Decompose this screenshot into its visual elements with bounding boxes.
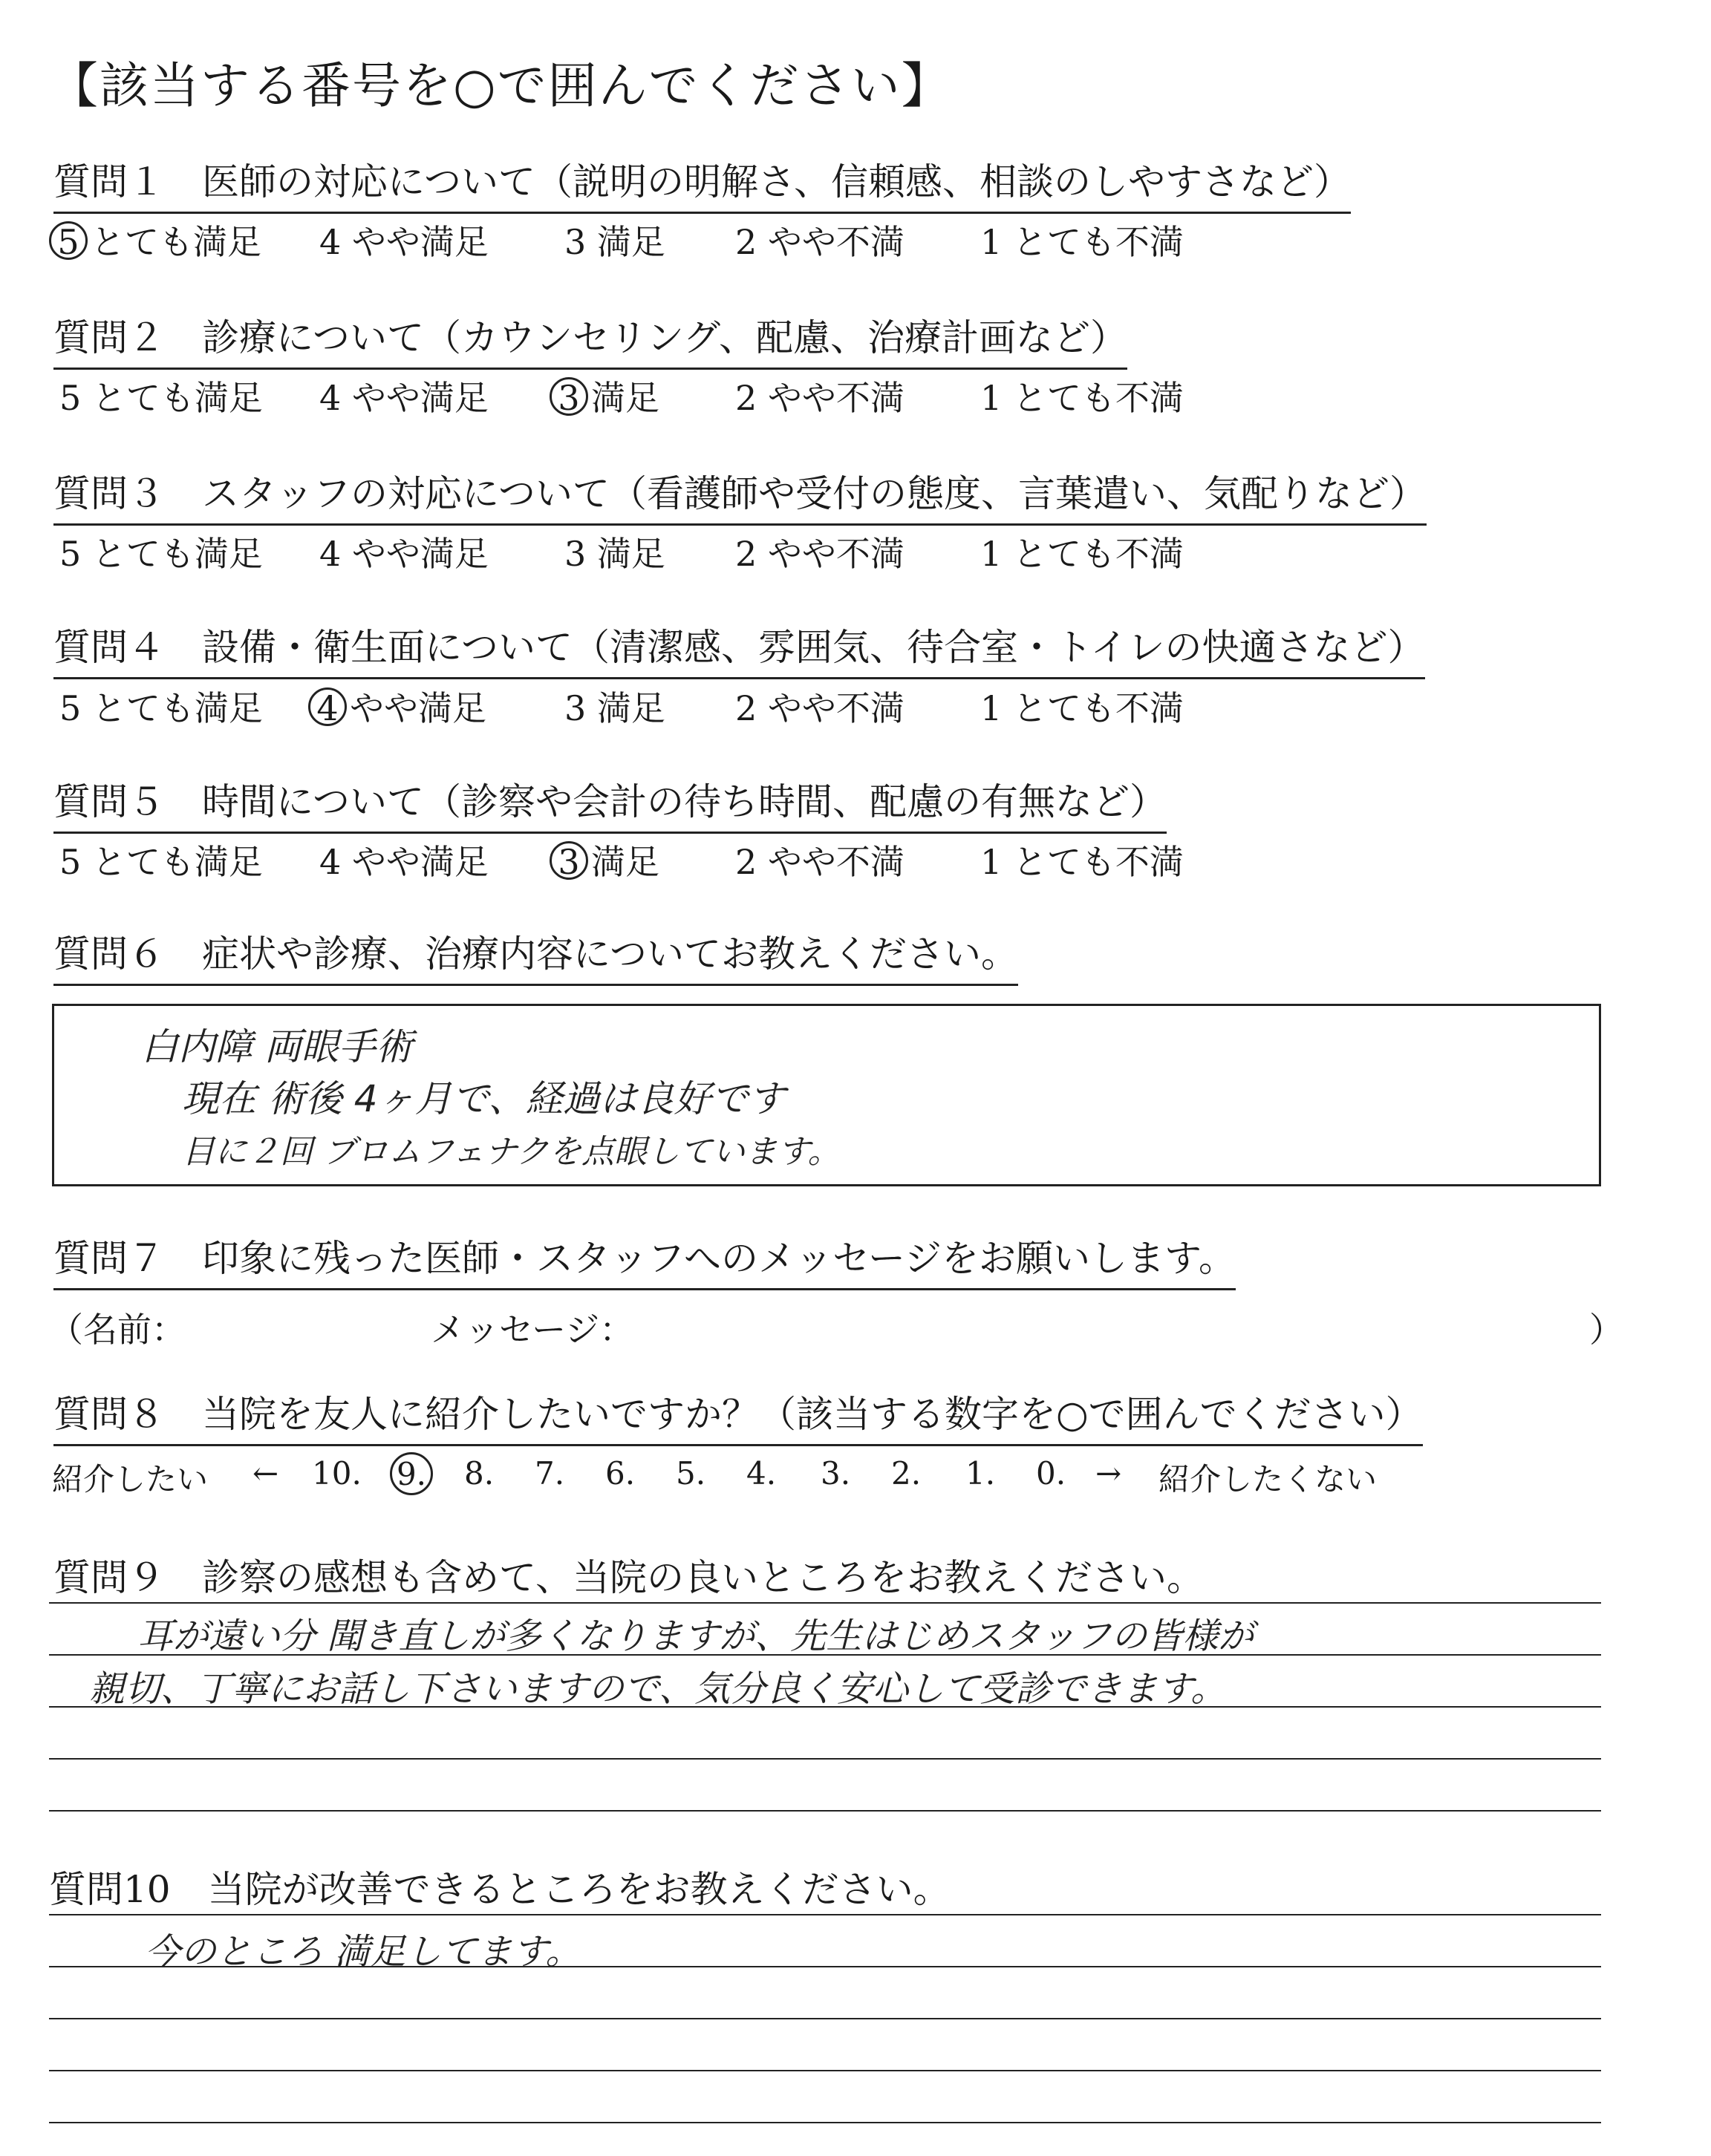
q3-option-4[interactable]: 4 やや満足 [319,534,489,574]
question-9-label: 質問９ 診察の感想も含めて、当院の良いところをお教えください。 [53,1556,1204,1599]
q1-option-5[interactable] [49,215,261,264]
q6-answer-line-3: 目に２回 ブロムフェナクを点眼しています。 [182,1133,841,1171]
q8-left-arrow: ← [252,1455,279,1492]
q4-option-1[interactable]: 1 とても不満 [980,688,1184,728]
q8-option-3[interactable]: 3. [821,1455,851,1492]
q4-option-5[interactable]: 5 とても満足 [59,688,263,728]
q5-option-1[interactable]: 1 とても不満 [980,842,1184,882]
q5-option-4[interactable]: 4 やや満足 [319,842,489,882]
selection-circle: 4 [308,687,347,726]
q7-close-paren: ） [1589,1310,1623,1350]
q5-option-3-text: 満足 [591,842,659,882]
q3-option-2[interactable]: 2 やや不満 [735,534,905,574]
q8-option-7[interactable]: 7. [535,1455,565,1492]
q4-option-4[interactable] [308,682,486,731]
page-title: 【該当する番号を○で囲んでください】 [49,57,952,114]
q9-answer-line-1: 耳が遠い分 聞き直しが多くなりますが、先生はじめスタッフの皆様が [137,1616,1254,1657]
q9-rule-4 [49,1758,1601,1760]
q1-option-5-text: とても満足 [91,222,261,262]
q8-left-label: 紹介したい [52,1461,209,1497]
q1-option-1[interactable]: 1 とても不満 [980,222,1184,262]
q4-option-2[interactable]: 2 やや不満 [735,688,905,728]
selection-circle: 9. [390,1452,433,1495]
q1-option-3[interactable]: 3 満足 [564,222,665,262]
q1-option-2[interactable]: 2 やや不満 [735,222,905,262]
q10-rule-5 [49,2122,1601,2123]
q8-right-arrow: → [1095,1455,1122,1492]
q8-option-8[interactable]: 8. [464,1455,495,1492]
q2-option-3[interactable] [550,371,659,420]
question-2-label: 質問２ 診療について（カウンセリング、配慮、治療計画など） [53,308,1127,370]
question-10-label: 質問10 当院が改善できるところをお教えください。 [49,1868,951,1911]
q3-option-5[interactable]: 5 とても満足 [59,534,263,574]
question-4-label: 質問４ 設備・衛生面について（清潔感、雰囲気、待合室・トイレの快適さなど） [53,618,1425,679]
q1-option-4[interactable]: 4 やや満足 [319,222,489,262]
selection-circle: 5 [49,221,88,260]
q6-answer-line-1: 白内障 両眼手術 [141,1025,413,1068]
q5-option-5[interactable]: 5 とても満足 [59,842,263,882]
q8-option-0[interactable]: 0. [1036,1455,1066,1492]
q5-option-2[interactable]: 2 やや不満 [735,842,905,882]
selection-circle: 3 [550,377,588,416]
question-6-label: 質問６ 症状や診療、治療内容についてお教えください。 [53,924,1018,986]
q9-answer-line-2: 親切、丁寧にお話し下さいますので、気分良く安心して受診できます。 [89,1668,1227,1710]
q2-option-4[interactable]: 4 やや満足 [319,378,489,418]
q2-option-3-text: 満足 [591,378,659,418]
q9-rule-5 [49,1810,1601,1812]
question-8-label: 質問８ 当院を友人に紹介したいですか？（該当する数字を○で囲んでください） [53,1385,1423,1446]
question-3-label: 質問３ スタッフの対応について（看護師や受付の態度、言葉遣い、気配りなど） [53,464,1427,526]
q8-option-5[interactable]: 5. [676,1455,706,1492]
q2-option-2[interactable]: 2 やや不満 [735,378,905,418]
q8-option-4[interactable]: 4. [746,1455,777,1492]
q8-option-1[interactable]: 1. [965,1455,996,1492]
q5-option-3[interactable] [550,835,659,884]
q9-rule-1 [49,1602,1601,1604]
q8-option-2[interactable]: 2. [891,1455,922,1492]
q8-right-label: 紹介したくない [1158,1461,1378,1497]
q4-option-3[interactable]: 3 満足 [564,688,665,728]
question-5-label: 質問５ 時間について（診察や会計の待ち時間、配慮の有無など） [53,772,1167,834]
q8-option-9[interactable] [390,1452,436,1495]
q10-answer-line-1: 今のところ 満足してます。 [145,1931,581,1973]
q10-rule-4 [49,2070,1601,2071]
q10-rule-1 [49,1914,1601,1915]
q2-option-1[interactable]: 1 とても不満 [980,378,1184,418]
q4-option-4-text: やや満足 [350,688,486,728]
q7-name-label: （名前： [49,1310,186,1350]
q8-option-10[interactable]: 10. [312,1455,362,1492]
q6-answer-line-2: 現在 術後 4ヶ月で、経過は良好です [182,1077,786,1120]
q3-option-3[interactable]: 3 満足 [564,534,665,574]
q10-rule-3 [49,2018,1601,2019]
question-7-label: 質問７ 印象に残った医師・スタッフへのメッセージをお願いします。 [53,1229,1236,1290]
q7-message-label: メッセージ： [431,1310,634,1350]
question-1-label: 質問１ 医師の対応について（説明の明解さ、信頼感、相談のしやすさなど） [53,152,1351,214]
selection-circle: 3 [550,841,588,880]
q2-option-5[interactable]: 5 とても満足 [59,378,263,418]
q8-option-6[interactable]: 6. [605,1455,636,1492]
q3-option-1[interactable]: 1 とても不満 [980,534,1184,574]
